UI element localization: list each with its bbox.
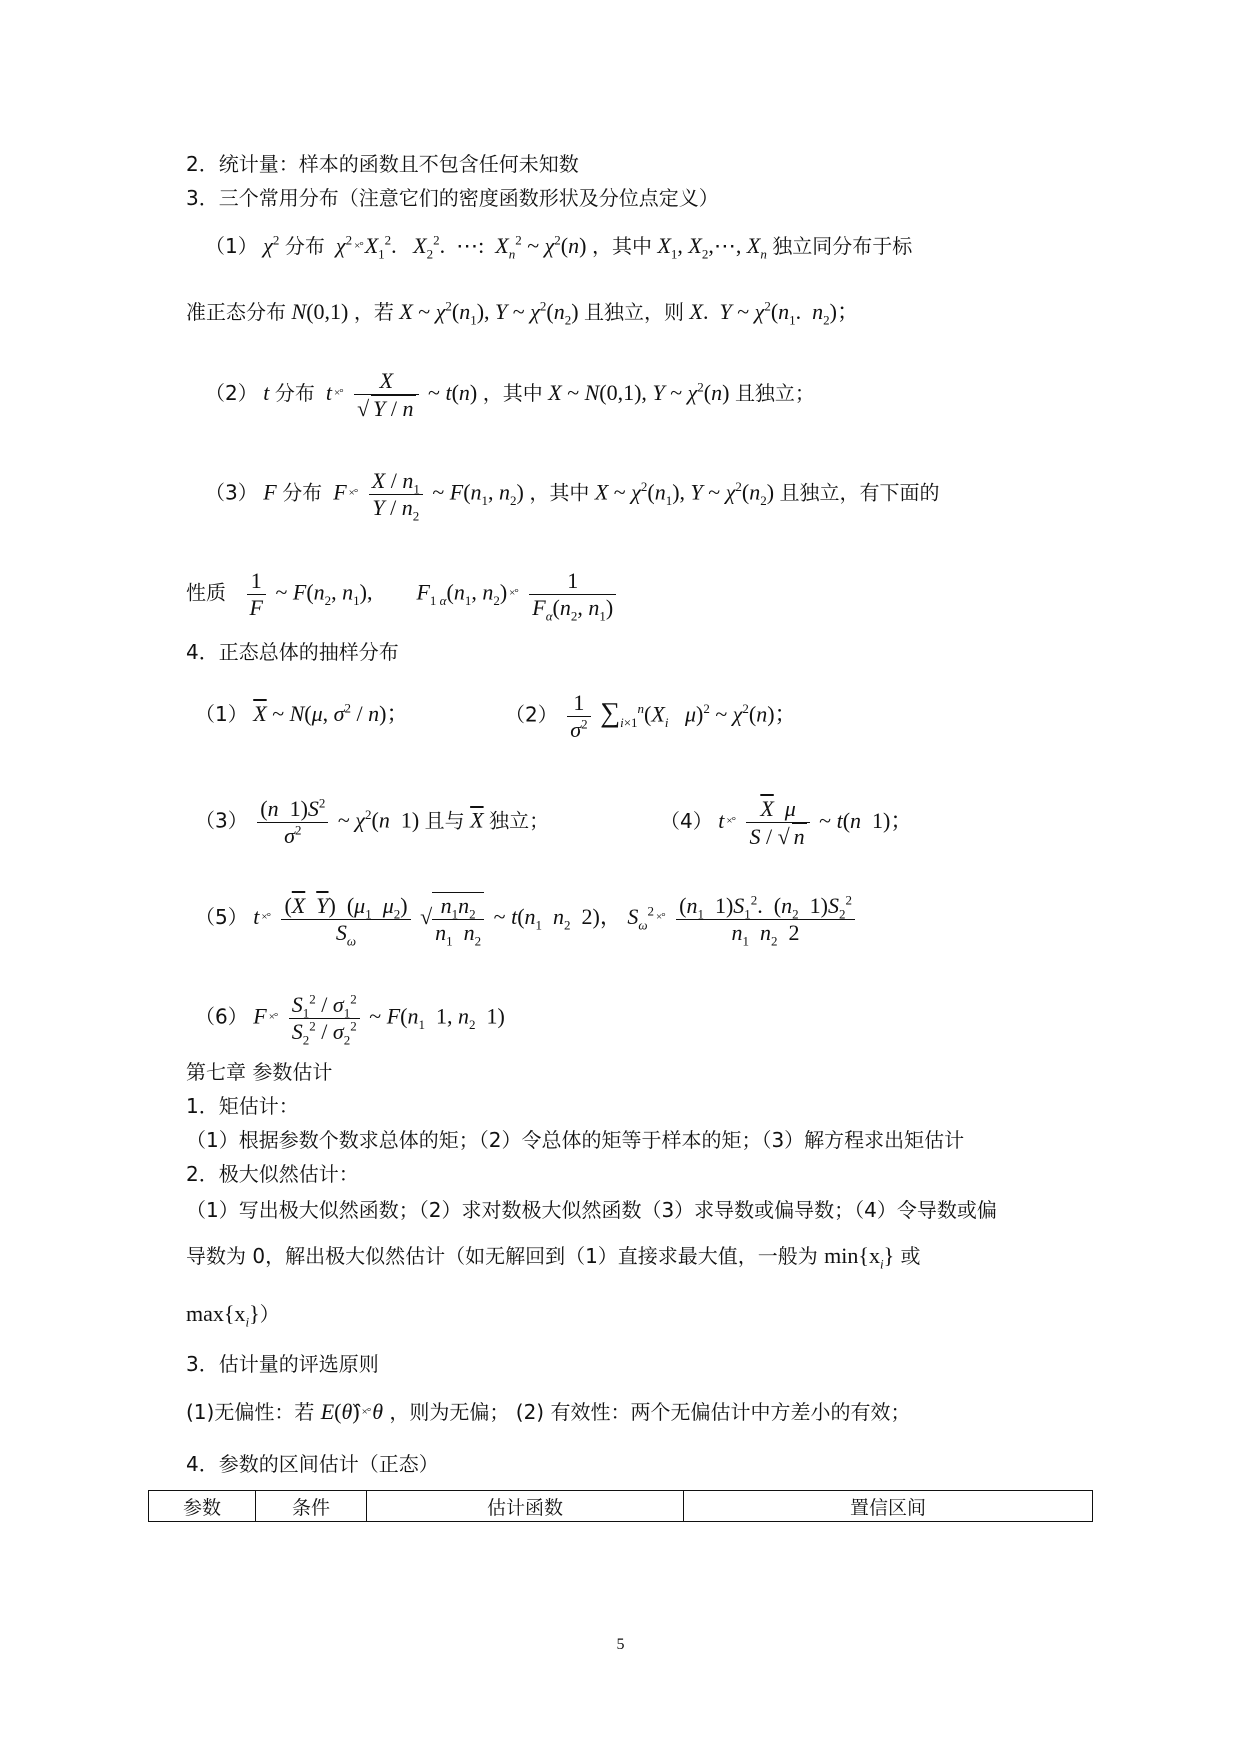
sampling-formula-5: （5） t ×° $\frac{(\overline{X} \overline{Y}) (\mu_1 \mu_2)}{S_\omega}$ √ $\frac{n_1n_2}{n_1 n_2}$ ~ $t(n_1$ $n_2$ 2)， $S_\omega^2$ ×° $\frac{(n_1 1)S_1^2. (n_2 1)S_2^2}{n_1 n_2 2}$	[195, 892, 859, 946]
section-common-distributions: 3．三个常用分布（注意它们的密度函数形状及分位点定义）	[186, 186, 719, 210]
section-sampling-distribution: 4．正态总体的抽样分布	[186, 640, 399, 664]
table-header-estimator: 估计函数	[367, 1491, 684, 1522]
evaluation-criteria-body: (1)无偏性：若 E(θ̂) ×°θ ，则为无偏； (2) 有效性：两个无偏估计中方差小的有效；	[186, 1399, 911, 1424]
mle-steps-line3: $\max\{x_i\}$）	[186, 1301, 280, 1330]
table-header-condition: 条件	[256, 1491, 367, 1522]
f-distribution-property: 性质 $\frac{1}{F}$ ~ $F(n_2$, $n_1$), $F_{1 \alpha}(n_1$, $n_2$) ×° $\frac{1}{F_\alpha(n_2, n_1)}$	[186, 568, 620, 621]
sampling-formula-6: （6） F ×° $\frac{S_1^2 / \sigma_1^2}{S_2^2 / \sigma_2^2}$ ~ $F(n_1$ 1, $n_2$ 1)	[195, 991, 505, 1048]
table-header-parameter: 参数	[149, 1491, 256, 1522]
evaluation-criteria-heading: 3．估计量的评选原则	[186, 1352, 379, 1376]
f-distribution-definition: （3） F 分布 F ×° $\frac{X / n_1}{Y / n_2}$ ~ $F(n_1$, $n_2$) ，其中 X ~ $\chi^2(n_1)$, Y ~ $\chi^2(n_2)$ 且独立，有下面的	[205, 468, 940, 524]
sampling-formula-3: （3） $\frac{(n 1)S^2}{\sigma^2}$ ~ $\chi^2(n$ 1) 且与 $\overline{X}$ 独立；	[195, 795, 550, 848]
mle-heading: 2．极大似然估计：	[186, 1162, 359, 1186]
table-header-row	[149, 1491, 1093, 1522]
interval-estimation-table	[148, 1490, 1093, 1522]
mle-steps-line2: 导数为 0，解出极大似然估计（如无解回到（1）直接求最大值，一般为 $\min\{x_i\}$ 或	[186, 1243, 921, 1272]
table-header-confidence-interval: 置信区间	[684, 1491, 1093, 1522]
section-statistic: 2．统计量：样本的函数且不包含任何未知数	[186, 152, 579, 176]
page-number: 5	[616, 1636, 625, 1653]
sampling-formula-4: （4） t ×° $\frac{\overline{X} \mu}{S / √ n}$ ~ t(n 1)；	[660, 796, 913, 849]
interval-estimation-heading: 4．参数的区间估计（正态）	[186, 1452, 439, 1476]
mle-steps-line1: （1）写出极大似然函数；（2）求对数极大似然函数（3）求导数或偏导数；（4）令导数或偏	[186, 1198, 997, 1222]
moment-estimation-heading: 1．矩估计：	[186, 1094, 299, 1118]
moment-estimation-steps: （1）根据参数个数求总体的矩；（2）令总体的矩等于样本的矩；（3）解方程求出矩估计	[186, 1128, 965, 1152]
t-distribution-definition: （2） t 分布 t ×° $\frac{X}{√ Y / n}$ ~ t(n) ，其中 X ~ N(0,1), Y ~ $\chi^2(n)$ 且独立；	[205, 368, 815, 421]
sampling-formula-2: （2） $\frac{1}{\sigma^2}$ $\sum_{i\times 1}^n(X_i$ μ)$^2$ ~ $\chi^2(n)$；	[505, 690, 797, 742]
chapter-title: 第七章 参数估计	[186, 1060, 333, 1084]
sampling-formula-1: （1） $\overline{X}$ ~ N(μ, $\sigma^2 / n$)；	[195, 700, 409, 726]
chi-square-property: 准正态分布 N(0,1) ，若 X ~ $\chi^2(n_1)$, Y ~ $\chi^2(n_2)$ 且独立，则 X. Y ~ $\chi^2(n_1$. $n_2$)；	[186, 298, 859, 328]
chi-square-definition: （1） $\chi^2$ 分布 $\chi^2 \times^\circ X_1^2$. $X_2^2$. ⋯: $X_n^2$ ~ $\chi^2(n)$ ，其中 $X_1$, $X_2,\cdots$, $X_n$ 独立同分布于标	[205, 232, 913, 262]
